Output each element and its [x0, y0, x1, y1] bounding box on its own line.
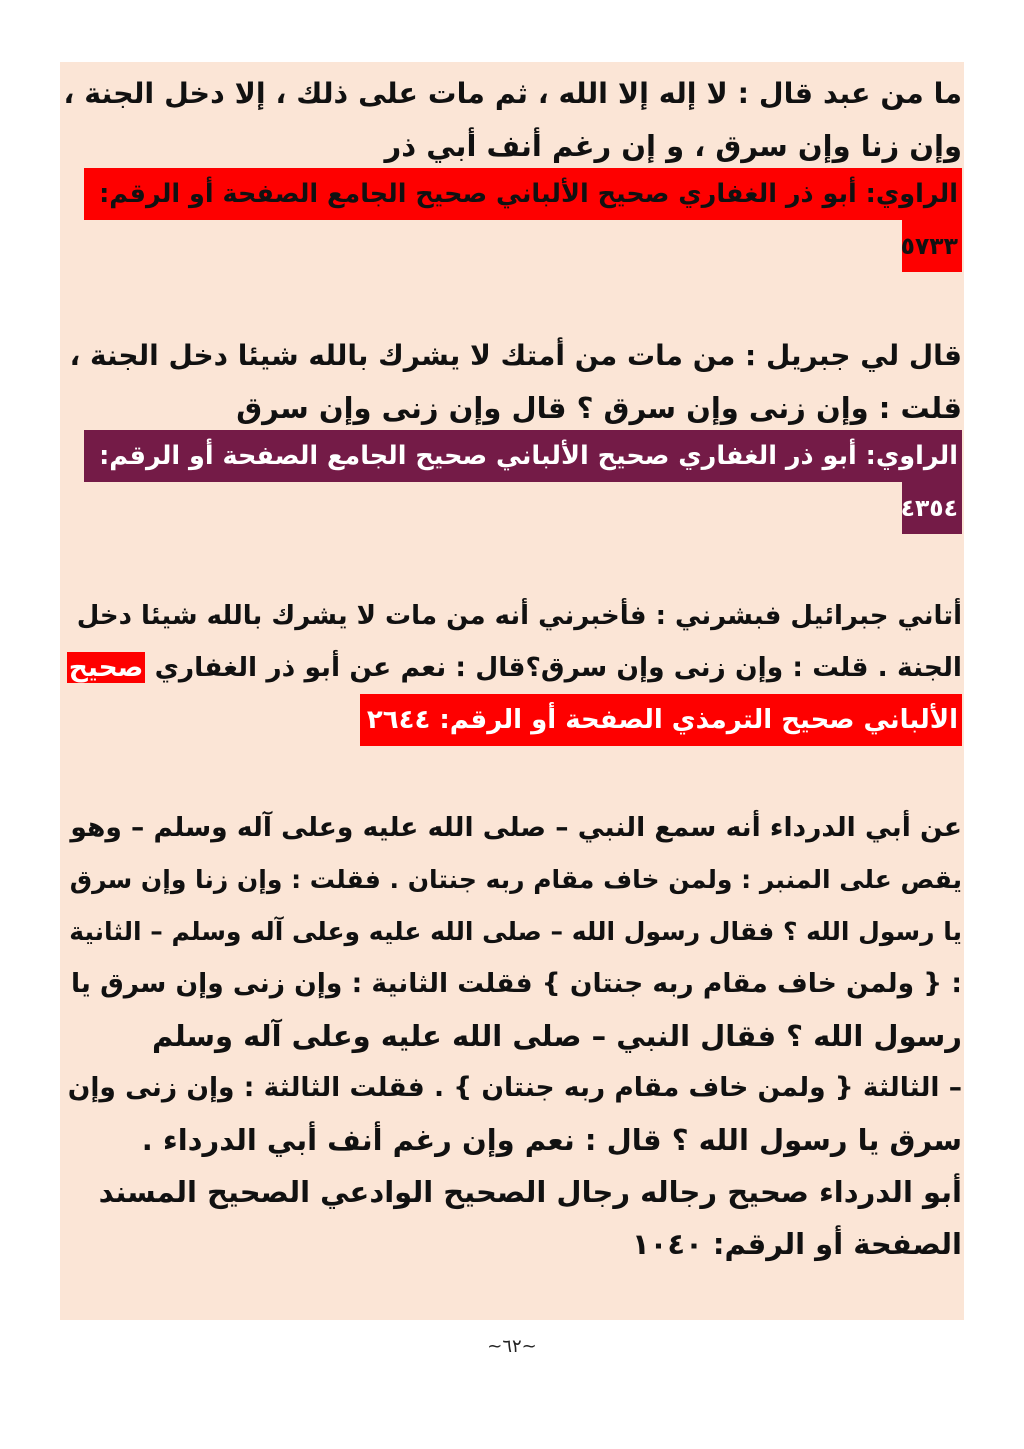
- hadith-4-line-4: : { ولمن خاف مقام ربه جنتان } فقلت الثانية : وإن زنى وإن سرق يا: [70, 968, 962, 999]
- hadith-3-line-2-text: الجنة . قلت : وإن زنى وإن سرق؟قال : نعم عن أبو ذر الغفاري: [154, 652, 962, 683]
- hadith-4-line-7: سرق يا رسول الله ؟ قال : نعم وإن رغم أنف أبي الدرداء .: [141, 1123, 962, 1157]
- hadith-4-line-1: عن أبي الدرداء أنه سمع النبي – صلى الله عليه وعلى آله وسلم – وهو: [70, 812, 962, 843]
- hadith-3-highlight: صحيح: [68, 652, 144, 683]
- hadith-2-number: ٤٣٥٤: [902, 482, 962, 534]
- hadith-2-line-1: قال لي جبريل : من مات من أمتك لا يشرك بالله شيئا دخل الجنة ،: [69, 339, 962, 372]
- hadith-1-line-2: وإن زنا وإن سرق ، و إن رغم أنف أبي ذر: [384, 129, 962, 163]
- hadith-1-number: ٥٧٣٣: [902, 220, 962, 272]
- hadith-1-line-1: ما من عبد قال : لا إله إلا الله ، ثم مات على ذلك ، إلا دخل الجنة ،: [63, 77, 962, 110]
- page-number: ~٦٢~: [487, 1336, 537, 1357]
- hadith-4-line-5: رسول الله ؟ فقال النبي – صلى الله عليه وعلى آله وسلم: [151, 1019, 962, 1053]
- hadith-4-line-8: أبو الدرداء صحيح رجاله رجال الصحيح الوادعي الصحيح المسند: [98, 1175, 962, 1209]
- hadith-4-line-9: الصفحة أو الرقم: ١٠٤٠: [631, 1227, 962, 1261]
- hadith-4-line-6: – الثالثة { ولمن خاف مقام ربه جنتان } . فقلت الثالثة : وإن زنى وإن: [67, 1072, 962, 1103]
- hadith-3-narrator: الألباني صحيح الترمذي الصفحة أو الرقم: ٢٦٤٤: [360, 694, 962, 746]
- hadith-3-line-1: أتاني جبرائيل فبشرني : فأخبرني أنه من مات لا يشرك بالله شيئا دخل: [76, 601, 962, 631]
- hadith-3-line-2: [67, 648, 962, 688]
- hadith-1-narrator: الراوي: أبو ذر الغفاري صحيح الألباني صحيح الجامع الصفحة أو الرقم:: [84, 168, 962, 220]
- hadith-4-line-3: يا رسول الله ؟ فقال رسول الله – صلى الله عليه وعلى آله وسلم – الثانية: [69, 917, 962, 946]
- hadith-4-line-2: يقص على المنبر : ولمن خاف مقام ربه جنتان . فقلت : وإن زنا وإن سرق: [69, 865, 962, 894]
- hadith-2-narrator: الراوي: أبو ذر الغفاري صحيح الألباني صحيح الجامع الصفحة أو الرقم:: [84, 430, 962, 482]
- hadith-2-line-2: قلت : وإن زنى وإن سرق ؟ قال وإن زنى وإن سرق: [236, 391, 962, 425]
